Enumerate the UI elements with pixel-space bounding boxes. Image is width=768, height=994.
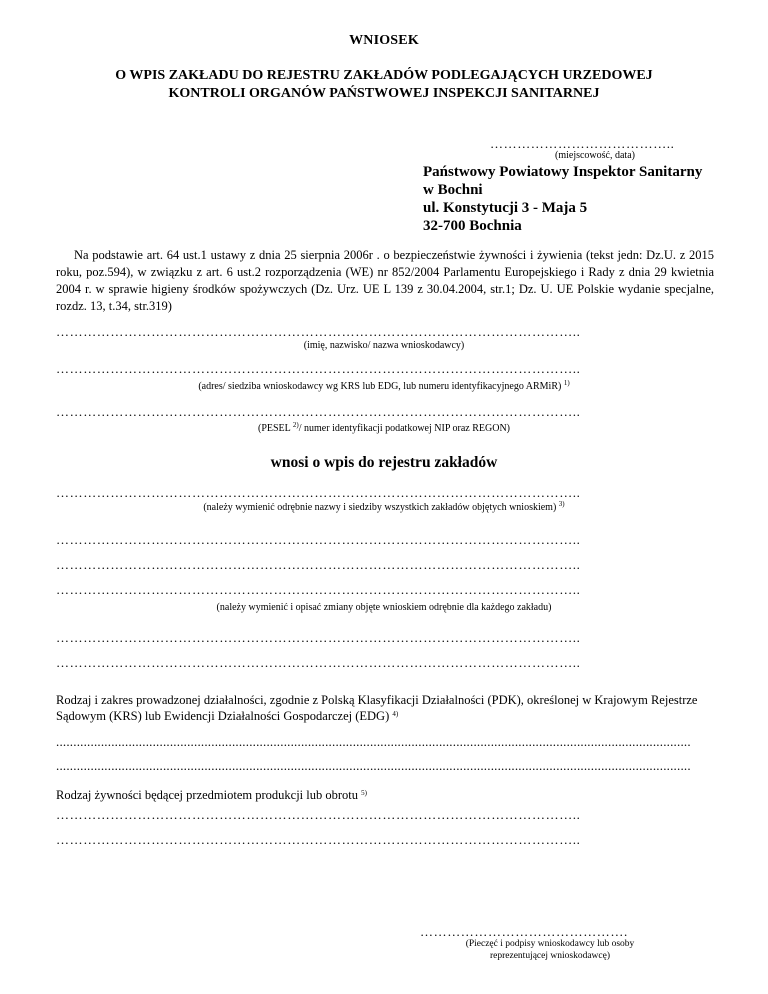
changes-field-4[interactable]: …………………………………………………………………………………………………….. xyxy=(56,631,581,645)
document-subtitle xyxy=(0,67,768,103)
activity-field-2[interactable]: ........................................................................................................................................................................................ xyxy=(56,759,691,773)
activity-label-text: Rodzaj i zakres prowadzonej działalności, zgodnie z Polską Klasyfikacji Działalności (PDK), określonej w Krajowym Rejestrze Sądowym (KRS) lub Ewidencji Działalności Gospodarczej (EDG) xyxy=(56,693,698,723)
signature-field[interactable]: ………………………………………. xyxy=(420,925,628,939)
footnote-1-marker: 1) xyxy=(563,379,570,387)
applicant-ids-caption xyxy=(0,423,768,435)
establishment-field[interactable]: …………………………………………………………………………………………………….. xyxy=(56,486,581,500)
food-label-text: Rodzaj żywności będącej przedmiotem produkcji lub obrotu xyxy=(56,788,358,802)
signature-caption-line-1: (Pieczęć i podpisy wnioskodawcy lub osoby xyxy=(465,939,635,949)
applicant-name-field[interactable]: …………………………………………………………………………………………………….. xyxy=(56,325,581,339)
applicant-ids-field[interactable]: …………………………………………………………………………………………………….. xyxy=(56,405,581,419)
footnote-2-marker: 2) xyxy=(292,421,299,429)
footnote-4-marker: 4) xyxy=(392,710,399,718)
addressee-block xyxy=(423,163,702,235)
document-title: WNIOSEK xyxy=(349,33,419,48)
footnote-5-marker: 5) xyxy=(361,789,367,797)
applicant-address-caption xyxy=(0,381,768,393)
food-field-1[interactable]: …………………………………………………………………………………………………….. xyxy=(56,808,581,822)
changes-field-3[interactable]: …………………………………………………………………………………………………….. xyxy=(56,583,581,597)
addressee-line-2: w Bochni xyxy=(423,182,483,198)
footnote-3-marker: 3) xyxy=(558,500,565,508)
section-heading: wnosi o wpis do rejestru zakładów xyxy=(270,454,498,471)
place-date-caption: (miejscowość, data) xyxy=(555,150,635,161)
food-field-2[interactable]: …………………………………………………………………………………………………….. xyxy=(56,833,581,847)
signature-caption-line-2: reprezentującej wnioskodawcę) xyxy=(489,951,610,961)
changes-field-1[interactable]: …………………………………………………………………………………………………….. xyxy=(56,533,581,547)
addressee-line-4: 32-700 Bochnia xyxy=(423,218,522,234)
activity-label xyxy=(56,692,716,724)
establishment-caption xyxy=(0,502,768,514)
subtitle-line-2: KONTROLI ORGANÓW PAŃSTWOWEJ INSPEKCJI SANITARNEJ xyxy=(168,86,600,101)
changes-field-2[interactable]: …………………………………………………………………………………………………….. xyxy=(56,558,581,572)
establishment-caption-text: (należy wymienić odrębnie nazwy i siedziby wszystkich zakładów objętych wnioskiem) xyxy=(203,502,557,513)
legal-basis-paragraph: Na podstawie art. 64 ust.1 ustawy z dnia 25 sierpnia 2006r . o bezpieczeństwie żywności i żywienia (tekst jedn: Dz.U. z 2015 roku, poz.594), w związku z art. 6 ust.2 rozporządzenia (WE) nr 852/2004 Parlamentu Europejskiego i Rady z dnia 29 kwietnia 2004 r. w sprawie higieny środków spożywczych (Dz. Urz. UE L 139 z 30.04.2004, str.1; Dz. U. UE Polskie wydanie specjalne, rozdz. 13, t.34, str.319) xyxy=(56,248,714,313)
applicant-address-caption-text: (adres/ siedziba wnioskodawcy wg KRS lub EDG, lub numeru identyfikacyjnego ARMiR) xyxy=(198,381,562,392)
subtitle-line-1: O WPIS ZAKŁADU DO REJESTRU ZAKŁADÓW PODLEGAJĄCYCH URZEDOWEJ xyxy=(115,68,653,83)
applicant-name-caption: (imię, nazwisko/ nazwa wnioskodawcy) xyxy=(303,340,465,351)
applicant-ids-caption-b: / numer identyfikacji podatkowej NIP oraz REGON) xyxy=(298,423,510,434)
addressee-line-1: Państwowy Powiatowy Inspektor Sanitarny xyxy=(423,164,703,180)
changes-caption: (należy wymienić i opisać zmiany objęte wnioskiem odrębnie dla każdego zakładu) xyxy=(216,602,552,613)
applicant-address-field[interactable]: …………………………………………………………………………………………………….. xyxy=(56,362,581,376)
changes-field-5[interactable]: …………………………………………………………………………………………………….. xyxy=(56,656,581,670)
place-date-field[interactable]: ………………………………….. xyxy=(490,137,675,151)
food-label xyxy=(56,787,716,803)
addressee-line-3: ul. Konstytucji 3 - Maja 5 xyxy=(423,200,588,216)
applicant-ids-caption-a: (PESEL xyxy=(257,423,291,434)
signature-caption xyxy=(430,938,670,962)
activity-field-1[interactable]: ........................................................................................................................................................................................ xyxy=(56,735,691,749)
